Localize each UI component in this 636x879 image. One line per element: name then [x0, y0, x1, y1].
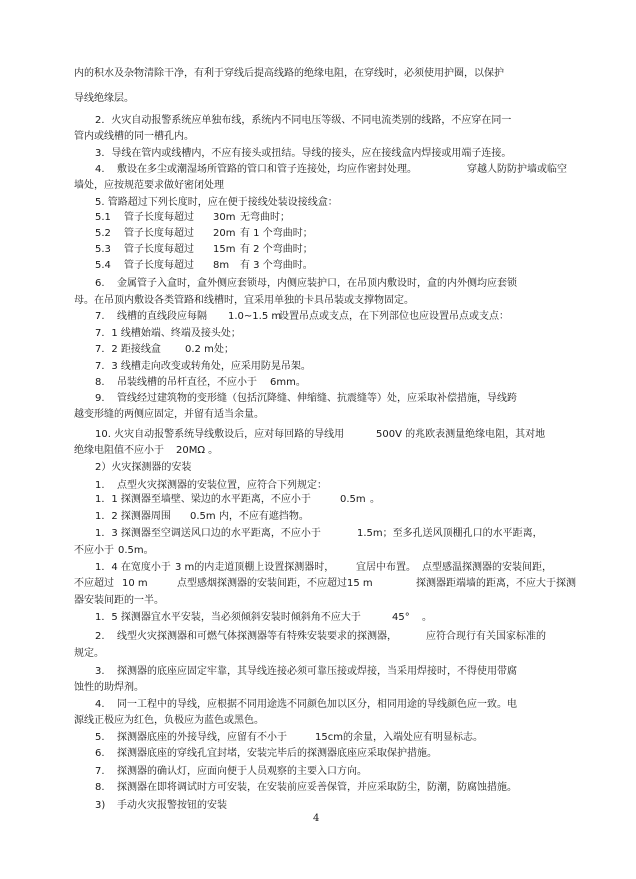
text-segment: 探测器的确认灯，应面向便于人员观察的主要入口方向。 — [117, 766, 367, 777]
text-line — [0, 178, 636, 194]
text-segment: 7．3 线槽走向改变或转角处，应采用防晃吊架。 — [95, 361, 311, 372]
page-number: 4 — [313, 813, 320, 824]
text-segment: 有 1 个弯曲时； — [240, 228, 313, 239]
text-line — [0, 664, 636, 680]
text-line — [0, 680, 636, 696]
text-line — [0, 526, 636, 542]
text-segment: 器安装间距的一半。 — [74, 595, 164, 606]
text-segment: 3．导线在管内或线槽内，不应有接头或扭结。导线的接头，应在接线盒内焊接或用端子连接。 — [95, 148, 512, 159]
text-line — [0, 309, 636, 325]
text-segment: 导线绝缘层。 — [74, 93, 134, 104]
text-line — [0, 576, 636, 592]
text-segment: 1.5m；至多孔送风顶棚孔口的水平距离， — [357, 528, 543, 539]
text-segment: 0.5m — [340, 494, 366, 505]
text-line — [0, 629, 636, 645]
text-segment: 绝缘电阻值不应小于 — [74, 445, 164, 456]
text-segment: 0.5m 内，不应有遮挡物。 — [190, 511, 309, 522]
text-segment: 探测器底座的外接导线，应留有不小于 — [117, 732, 287, 743]
text-line — [0, 210, 636, 226]
text-segment: 点型感温探测器的安装间距， — [422, 562, 552, 573]
text-segment: 同一工程中的导线，应根据不同用途选不同颜色加以区分，相同用途的导线颜色应一致。电 — [117, 699, 517, 710]
text-segment: 管子长度每超过 — [124, 212, 194, 223]
text-line — [0, 375, 636, 391]
text-segment: 1．1 探测器至墙壁、梁边的水平距离，不应小于 — [95, 494, 311, 505]
text-line — [0, 443, 636, 459]
text-segment: 0.2 m — [185, 344, 214, 355]
text-line — [0, 129, 636, 145]
text-segment: 均应作密封处理。 — [337, 164, 417, 175]
text-segment: 探测器在即将调试时方可安装，在安装前应妥善保管，并应采取防尘，防潮，防腐蚀措施。 — [117, 782, 517, 793]
text-segment: 5.4 — [95, 260, 111, 271]
text-segment: 管内或线槽的同一槽孔内。 — [74, 131, 194, 142]
text-segment: 5.2 — [95, 228, 111, 239]
text-segment: 4. — [95, 699, 105, 710]
text-segment: 5.1 — [95, 212, 111, 223]
text-segment: 30m — [213, 212, 236, 223]
text-segment: 金属管子入盒时，盒外侧应套锁母，内侧应装护口，在吊顶内敷设时，盒的内外侧均应套锁 — [117, 278, 517, 289]
text-segment: 探测器底座的穿线孔宜封堵，安装完毕后的探测器底座应采取保护措施。 — [117, 748, 437, 759]
text-line — [0, 697, 636, 713]
text-line — [0, 543, 636, 559]
text-segment: 应符合现行有关国家标准的 — [426, 631, 546, 642]
text-segment: 7．1 线槽始端、终端及接头处； — [95, 328, 241, 339]
text-segment: 10 m — [122, 578, 148, 589]
text-segment: 1．2 探测器周围 — [95, 511, 171, 522]
text-line — [0, 195, 636, 211]
text-segment: 有 2 个弯曲时； — [240, 244, 313, 255]
text-segment: 蚀性的助焊剂。 — [74, 682, 144, 693]
text-line — [0, 391, 636, 407]
text-segment: 探测器距端墙的距离，不应大于探测 — [416, 578, 576, 589]
text-line — [0, 764, 636, 780]
text-line — [0, 226, 636, 242]
text-line — [0, 162, 636, 178]
text-line — [0, 593, 636, 609]
text-segment: 7. — [95, 766, 105, 777]
text-line — [0, 492, 636, 508]
text-segment: 2．火灾自动报警系统应单独布线，系统内不同电压等级、不同电流类别的线路，不应穿在同一 — [95, 115, 512, 126]
text-line — [0, 326, 636, 342]
text-segment: 7. — [95, 311, 105, 322]
text-segment: 。 — [422, 612, 432, 623]
text-line — [0, 113, 636, 129]
text-line — [0, 91, 636, 107]
text-line — [0, 427, 636, 443]
text-line — [0, 276, 636, 292]
text-line — [0, 146, 636, 162]
text-segment: 5. — [95, 732, 105, 743]
text-line — [0, 258, 636, 274]
text-segment: 手动火灾报警按钮的安装 — [117, 800, 227, 811]
text-segment: 管线经过建筑物的变形缝（包括沉降缝、伸缩缝、抗震缝等）处，应采取补偿措施，导线跨 — [117, 393, 517, 404]
text-segment: 0.5m。 — [118, 545, 154, 556]
text-segment: 3) — [95, 800, 106, 811]
text-segment: 5. 管路超过下列长度时，应在便于接线处装设接线盒： — [95, 197, 338, 208]
text-segment: 不应超过 — [74, 578, 114, 589]
text-segment: 8. — [95, 782, 105, 793]
text-segment: 7．2 距接线盒 — [95, 344, 161, 355]
text-segment: 源线正极应为红色，负极应为蓝色或黑色。 — [74, 715, 264, 726]
text-segment: 穿越人防防护墙或临空 — [467, 164, 567, 175]
text-segment: 20MΩ 。 — [176, 445, 219, 456]
text-line — [0, 646, 636, 662]
text-line — [0, 560, 636, 576]
text-line — [0, 242, 636, 258]
page-number-line — [0, 812, 636, 826]
text-segment: 管子长度每超过 — [124, 260, 194, 271]
text-segment: 规定。 — [74, 648, 104, 659]
text-segment: 20m — [213, 228, 236, 239]
text-segment: 线型火灾探测器和可燃气体探测器等有特殊安装要求的探测器， — [117, 631, 397, 642]
text-segment: 1.0~1.5 m — [228, 311, 282, 322]
text-segment: 45° — [392, 612, 410, 623]
text-segment: 15cm的余量，入端处应有明显标志。 — [315, 732, 483, 743]
text-line — [0, 780, 636, 796]
text-segment: 不应小于 — [74, 545, 114, 556]
text-segment: 线槽的直线段应每隔 — [117, 311, 207, 322]
text-line — [0, 730, 636, 746]
text-segment: 设置吊点或支点，在下列部位也应设置吊点或支点： — [279, 311, 509, 322]
text-segment: 15 m — [347, 578, 373, 589]
text-segment: 1．4 在宽度小于 — [95, 562, 171, 573]
text-segment: 10. 火灾自动报警系统导线敷设后，应对每回路的导线用 — [95, 429, 345, 440]
text-line — [0, 746, 636, 762]
text-segment: 有 3 个弯曲时。 — [240, 260, 313, 271]
text-line — [0, 342, 636, 358]
text-segment: 管子长度每超过 — [124, 244, 194, 255]
text-segment: 。 — [370, 494, 380, 505]
text-segment: 内的积水及杂物清除干净，有利于穿线后提高线路的绝缘电阻，在穿线时，必须使用护圈，以保护 — [74, 68, 504, 79]
text-segment: 吊装线槽的吊杆直径，不应小于 — [117, 377, 257, 388]
text-segment: 处； — [214, 344, 234, 355]
text-segment: 8. — [95, 377, 105, 388]
text-segment: 2）火灾探测器的安装 — [95, 462, 192, 473]
text-segment: 3. — [95, 666, 105, 677]
text-segment: 3 m的内走道顶棚上设置探测器时， — [175, 562, 335, 573]
text-segment: 敷设在多尘或潮湿场所管路的管口和管子连接处， — [117, 164, 337, 175]
text-segment: 500V 的兆欧表测量绝缘电阻，其对地 — [376, 429, 546, 440]
text-segment: 墙处，应按规范要求做好密闭处理 — [74, 180, 224, 191]
text-line — [0, 359, 636, 375]
text-segment: 6mm。 — [270, 377, 306, 388]
text-segment: 母。在吊顶内敷设各类管路和线槽时，宜采用单独的卡具吊装或支撑物固定。 — [74, 295, 414, 306]
text-segment: 8m — [213, 260, 230, 271]
text-line — [0, 460, 636, 476]
text-segment: 15m — [213, 244, 236, 255]
text-segment: 越变形缝的两侧应固定，并留有适当余量。 — [74, 409, 264, 420]
text-segment: 6. — [95, 748, 105, 759]
text-line — [0, 610, 636, 626]
text-segment: 1. — [95, 480, 105, 491]
text-line — [0, 66, 636, 82]
text-segment: 4. — [95, 164, 105, 175]
text-segment: 2. — [95, 631, 105, 642]
text-segment: 管子长度每超过 — [124, 228, 194, 239]
text-line — [0, 407, 636, 423]
text-segment: 1．5 探测器宜水平安装，当必须倾斜安装时倾斜角不应大于 — [95, 612, 361, 623]
text-segment: 点型感烟探测器的安装间距，不应超过 — [177, 578, 347, 589]
text-segment: 点型火灾探测器的安装位置，应符合下列规定： — [117, 480, 327, 491]
text-line — [0, 293, 636, 309]
text-segment: 无弯曲时； — [240, 212, 290, 223]
text-segment: 9. — [95, 393, 105, 404]
text-segment: 5.3 — [95, 244, 111, 255]
text-line — [0, 509, 636, 525]
text-segment: 探测器的底座应固定牢靠，其导线连接必须可靠压接或焊接，当采用焊接时，不得使用带腐 — [117, 666, 517, 677]
text-segment: 宜居中布置。 — [356, 562, 416, 573]
text-segment: 1．3 探测器至空调送风口边的水平距离，不应小于 — [95, 528, 321, 539]
text-line — [0, 713, 636, 729]
text-segment: 6. — [95, 278, 105, 289]
